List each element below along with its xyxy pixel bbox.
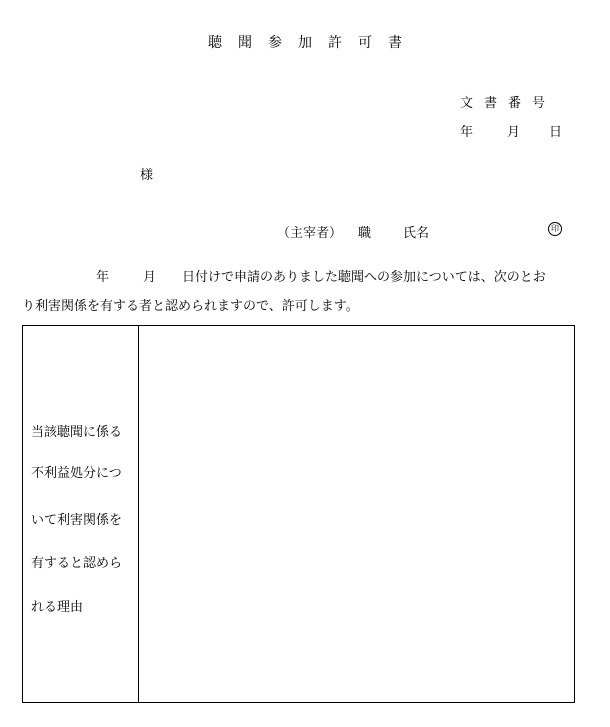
body-year-label: 年 bbox=[96, 270, 110, 285]
body-text-1: 日付けで申請のありました聴聞への参加については、次のとお bbox=[182, 270, 546, 285]
reason-value-cell bbox=[139, 326, 574, 702]
body-text-line2: り利害関係を有する者と認められますので、許可します。 bbox=[22, 299, 359, 314]
reason-label-line: 有すると認めら bbox=[31, 556, 123, 571]
reason-label-line: いて利害関係を bbox=[31, 513, 123, 528]
reason-label-line: 当該聴聞に係る bbox=[31, 425, 123, 440]
seal-icon: 印 bbox=[548, 222, 562, 236]
post-label: 職 bbox=[358, 226, 372, 241]
date-day-label: 日 bbox=[549, 125, 563, 140]
date-month-label: 月 bbox=[507, 125, 521, 140]
reason-label-line: 不利益処分につ bbox=[31, 466, 122, 481]
addressee-suffix: 様 bbox=[140, 168, 154, 183]
reason-table bbox=[22, 325, 575, 703]
body-month-label: 月 bbox=[143, 270, 157, 285]
reason-label-line: れる理由 bbox=[31, 600, 84, 615]
name-label: 氏名 bbox=[403, 226, 430, 241]
presiding-officer-label: （主宰者） bbox=[277, 226, 343, 241]
document-number-label: 文書番号 bbox=[460, 96, 557, 111]
date-year-label: 年 bbox=[460, 125, 474, 140]
document-title: 聴聞参加許可書 bbox=[208, 35, 418, 51]
